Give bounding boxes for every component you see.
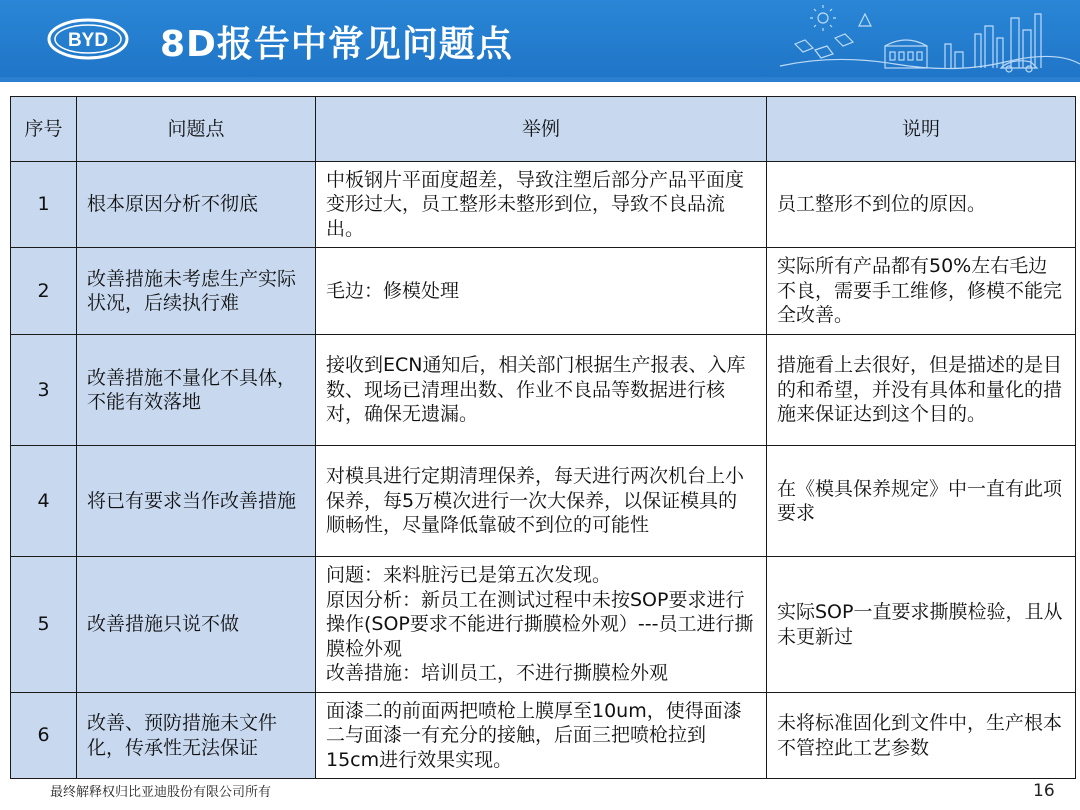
table-row — [11, 693, 1076, 779]
example-problem-line: 问题：来料脏污已是第五次发现。 — [326, 564, 612, 587]
header-banner — [0, 0, 1080, 82]
example-cell: 接收到ECN通知后，相关部门根据生产报表、入库数、现场已清理出数、作业不良品等数据进行核对，确保无遗漏。 — [316, 335, 767, 446]
issues-table — [10, 96, 1076, 779]
issue-cell: 改善措施只说不做 — [77, 557, 316, 693]
row-number: 2 — [11, 248, 77, 335]
row-number: 6 — [11, 693, 77, 779]
note-cell: 未将标准固化到文件中，生产根本不管控此工艺参数 — [767, 693, 1076, 779]
example-cell — [316, 557, 767, 693]
city-skyline-illustration — [775, 4, 1080, 78]
example-cause-line: 原因分析：新员工在测试过程中未按SOP要求进行操作(SOP要求不能进行撕膜检外观）---员工进行撕膜检外观 — [326, 588, 754, 660]
issue-cell: 改善、预防措施未文件化，传承性无法保证 — [77, 693, 316, 779]
note-cell: 实际所有产品都有50%左右毛边不良，需要手工维修，修模不能完全改善。 — [767, 248, 1076, 335]
table-row — [11, 446, 1076, 557]
byd-logo — [47, 18, 129, 60]
logo-text: BYD — [67, 30, 109, 51]
issue-cell: 改善措施未考虑生产实际状况，后续执行难 — [77, 248, 316, 335]
page-number: 16 — [1033, 781, 1055, 801]
example-cell: 对模具进行定期清理保养，每天进行两次机台上小保养，每5万模次进行一次大保养，以保证模具的顺畅性，尽量降低靠破不到位的可能性 — [316, 446, 767, 557]
example-cell: 毛边：修模处理 — [316, 248, 767, 335]
header-issue: 问题点 — [77, 97, 316, 162]
table-row — [11, 162, 1076, 248]
issue-cell: 根本原因分析不彻底 — [77, 162, 316, 248]
table-row — [11, 557, 1076, 693]
issue-cell: 将已有要求当作改善措施 — [77, 446, 316, 557]
note-cell: 实际SOP一直要求撕膜检验，且从未更新过 — [767, 557, 1076, 693]
header-example: 举例 — [316, 97, 767, 162]
row-number: 4 — [11, 446, 77, 557]
note-cell: 措施看上去很好，但是描述的是目的和希望，并没有具体和量化的措施来保证达到这个目的。 — [767, 335, 1076, 446]
row-number: 3 — [11, 335, 77, 446]
header-note: 说明 — [767, 97, 1076, 162]
page-title: 8D报告中常见问题点 — [160, 24, 513, 65]
issue-cell: 改善措施不量化不具体，不能有效落地 — [77, 335, 316, 446]
table-header-row — [11, 97, 1076, 162]
example-action-line: 改善措施：培训员工，不进行撕膜检外观 — [326, 662, 669, 685]
row-number: 1 — [11, 162, 77, 248]
row-number: 5 — [11, 557, 77, 693]
table-row — [11, 248, 1076, 335]
header-no: 序号 — [11, 97, 77, 162]
example-cell: 面漆二的前面两把喷枪上膜厚至10um，使得面漆二与面漆一有充分的接触，后面三把喷枪拉到15cm进行效果实现。 — [316, 693, 767, 779]
note-cell: 在《模具保养规定》中一直有此项要求 — [767, 446, 1076, 557]
copyright-footer: 最终解释权归比亚迪股份有限公司所有 — [50, 785, 272, 800]
example-cell: 中板钢片平面度超差，导致注塑后部分产品平面度变形过大，员工整形未整形到位，导致不良品流出。 — [316, 162, 767, 248]
note-cell: 员工整形不到位的原因。 — [767, 162, 1076, 248]
table-row — [11, 335, 1076, 446]
